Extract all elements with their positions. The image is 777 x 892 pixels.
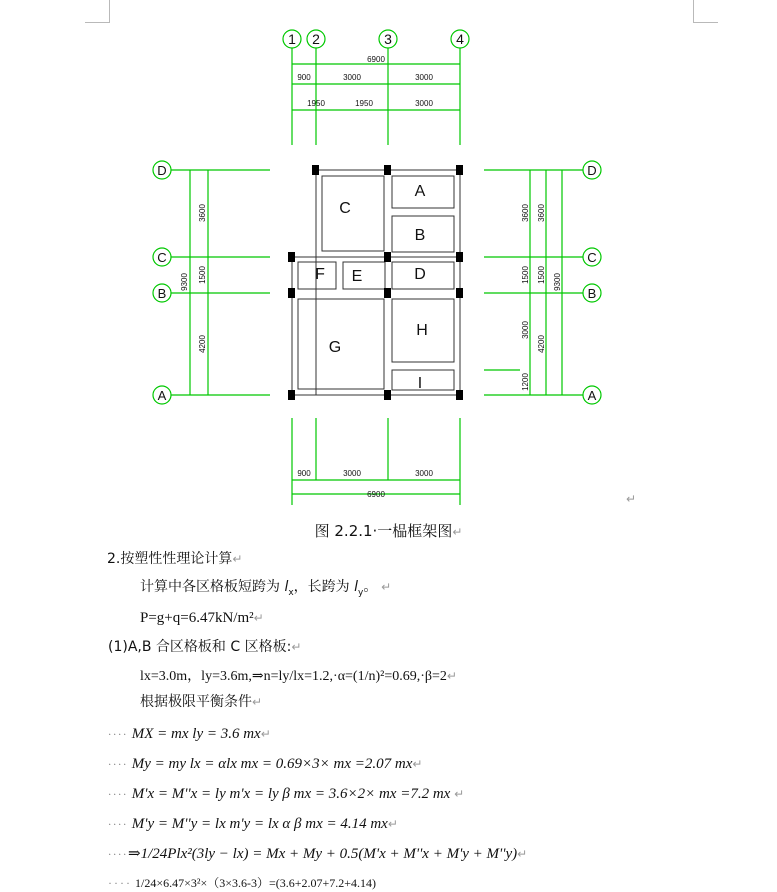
- svg-text:9300: 9300: [553, 273, 562, 291]
- axis-label-D-left: D: [157, 163, 167, 178]
- section-heading: 2.按塑性性理论计算↵: [107, 551, 243, 567]
- svg-text:3000: 3000: [415, 469, 433, 478]
- equation-1: ···· MX = mx ly = 3.6 mx↵: [108, 726, 271, 742]
- svg-text:G: G: [328, 339, 342, 356]
- svg-text:3000: 3000: [521, 321, 530, 339]
- svg-text:3600: 3600: [521, 204, 530, 222]
- svg-text:900: 900: [297, 469, 311, 478]
- svg-text:I: I: [417, 375, 423, 392]
- svg-text:D: D: [414, 266, 426, 283]
- dimension-labels: [180, 55, 562, 499]
- axis-label-B-left: B: [157, 286, 167, 301]
- svg-text:6900: 6900: [367, 55, 385, 64]
- axis-label-A-left: A: [157, 388, 167, 403]
- axis-label-3: 3: [384, 31, 392, 47]
- svg-text:1500: 1500: [521, 266, 530, 284]
- subsection-heading: (1)A,B 合区格板和 C 区格板:↵: [108, 639, 302, 655]
- svg-text:6900: 6900: [367, 490, 385, 499]
- load-value: P=g+q=6.47kN/m²↵: [140, 610, 264, 626]
- equation-2: ···· My = my lx = αlx mx = 0.69×3× mx =2.07 mx↵: [108, 756, 423, 772]
- svg-text:3000: 3000: [415, 99, 433, 108]
- svg-text:3000: 3000: [343, 469, 361, 478]
- svg-text:4200: 4200: [537, 335, 546, 353]
- axis-label-A-right: A: [587, 388, 597, 403]
- axis-bubbles-side: [153, 161, 601, 404]
- svg-text:H: H: [416, 322, 428, 339]
- svg-text:1950: 1950: [307, 99, 325, 108]
- axis-label-C-left: C: [157, 250, 167, 265]
- svg-text:3000: 3000: [415, 73, 433, 82]
- svg-text:C: C: [339, 200, 351, 217]
- axis-label-4: 4: [456, 31, 464, 47]
- svg-text:3600: 3600: [198, 204, 207, 222]
- svg-text:9300: 9300: [180, 273, 189, 291]
- svg-text:3000: 3000: [343, 73, 361, 82]
- svg-text:1500: 1500: [198, 266, 207, 284]
- equation-5: ····⇒1/24Plx²(3ly − lx) = Mx + My + 0.5(M'x + M''x + M'y + M''y)↵: [108, 846, 528, 862]
- axis-label-D-right: D: [587, 163, 597, 178]
- axis-label-C-right: C: [587, 250, 597, 265]
- equation-4: ···· M'y = M''y = lx m'y = lx α β mx = 4.14 mx↵: [108, 816, 398, 832]
- room-labels: [315, 183, 428, 392]
- axis-bubbles-top: [283, 30, 469, 48]
- svg-text:3600: 3600: [537, 204, 546, 222]
- svg-text:A: A: [414, 183, 426, 200]
- svg-text:4200: 4200: [198, 335, 207, 353]
- figure-caption: 图 2.2.1·一榀框架图↵: [314, 522, 463, 540]
- equilibrium-condition: 根据极限平衡条件↵: [140, 694, 263, 710]
- paragraph-mark: ↵: [626, 492, 637, 506]
- parameter-line: lx=3.0m，ly=3.6m,⇒n=ly/lx=1.2,·α=(1/n)²=0.69,·β=2↵: [140, 669, 457, 684]
- axis-label-2: 2: [312, 31, 320, 47]
- axis-label-1: 1: [288, 31, 296, 47]
- equation-3: ···· M'x = M''x = ly m'x = ly β mx = 3.6×2× mx =7.2 mx ↵: [108, 786, 465, 802]
- axis-label-B-right: B: [587, 286, 597, 301]
- svg-text:E: E: [351, 268, 363, 285]
- equation-6-partial: ···· 1/24×6.47×3²×（3×3.6-3）=(3.6+2.07+7.2+4.14): [108, 876, 377, 890]
- svg-text:1950: 1950: [355, 99, 373, 108]
- svg-text:F: F: [315, 266, 325, 283]
- svg-text:1500: 1500: [537, 266, 546, 284]
- svg-text:900: 900: [297, 73, 311, 82]
- svg-text:1200: 1200: [521, 373, 530, 391]
- paragraph-span-definition: 计算中各区格板短跨为 $l_x$，长跨为 $l_y$。 ↵: [140, 579, 392, 598]
- svg-text:B: B: [414, 227, 426, 244]
